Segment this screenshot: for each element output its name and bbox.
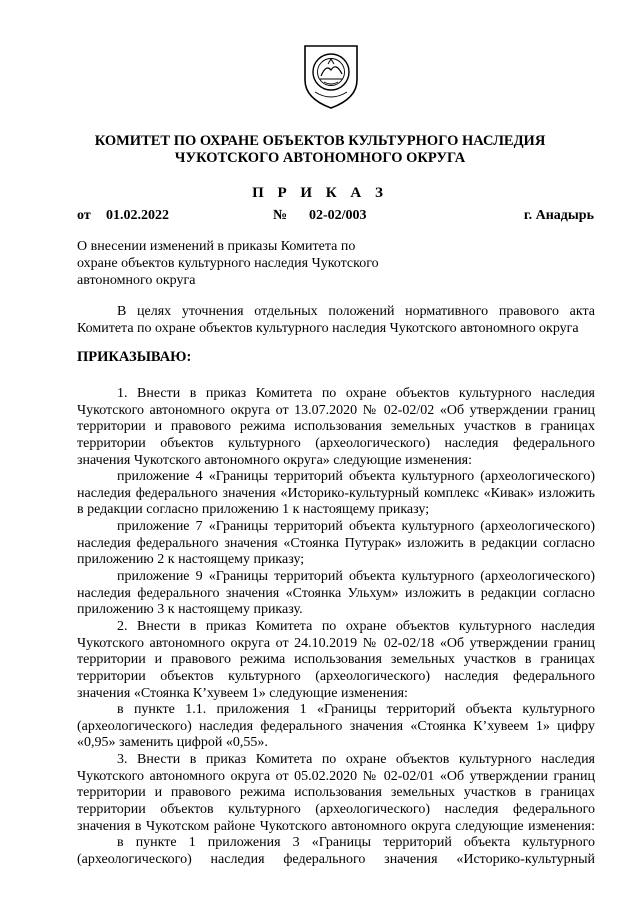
body-text-line: приложение 7 «Границы территорий объекта культурного (археологического) [117, 519, 595, 535]
body-text-line: в редакции согласно приложению 1 к настоящему приказу; [77, 502, 430, 518]
subject-line: О внесении изменений в приказы Комитета по [77, 239, 356, 254]
body-text-line: 1. Внести в приказ Комитета по охране объектов культурного наследия [117, 386, 595, 401]
body-text-line: территории объектов культурного (археологического) наследия федерального [77, 802, 595, 818]
body-text-line: «0,95» заменить цифрой «0,55». [77, 735, 268, 751]
body-text-line: территории и правового режима использования земельных участков в границах [77, 419, 595, 435]
body-text-line: (археологического) наследия федерального значения «Историко-культурный [77, 851, 595, 867]
body-text-line: приложению 3 к настоящему приказу. [77, 602, 303, 618]
body-text-line: значения «Стоянка К’хувеем 1» следующие изменения: [77, 685, 408, 701]
body-text-line: приложение 9 «Границы территорий объекта культурного (археологического) [117, 569, 595, 585]
document-city: г. Анадырь [523, 208, 594, 223]
organization-name-line-1: КОМИТЕТ ПО ОХРАНЕ ОБЪЕКТОВ КУЛЬТУРНОГО НАСЛЕДИЯ [94, 133, 546, 149]
body-text-line: значения Чукотского автономного округа» следующие изменения: [77, 452, 473, 468]
body-text-line: Чукотского автономного округа от 13.07.2020 № 02-02/02 «Об утверждении границ [77, 402, 595, 418]
body-text-line: территории и правового режима использования земельных участков в границах [77, 652, 595, 668]
body-text-line: (археологического) наследия федерального значения «Стоянка К’хувеем 1» цифру [77, 718, 595, 734]
body-text-line: приложению 2 к настоящему приказу; [77, 552, 305, 568]
order-heading: ПРИКАЗЫВАЮ: [77, 349, 192, 365]
coat-of-arms-emblem [302, 42, 360, 110]
body-text-line: в пункте 1 приложения 3 «Границы территорий объекта культурного [117, 835, 595, 851]
document-date: 01.02.2022 [106, 208, 169, 223]
body-text-line: наследия федерального значения «Стоянка Ульхум» изложить в редакции согласно [77, 585, 595, 601]
body-text-line: территории объектов культурного (археологического) наследия федерального [77, 668, 595, 684]
body-text-line: Чукотского автономного округа от 24.10.2019 № 02-02/18 «Об утверждении границ [77, 635, 595, 651]
body-text-line: значения в Чукотском районе Чукотского автономного округа следующие изменения: [77, 818, 595, 834]
body-text-line: в пункте 1.1. приложения 1 «Границы территорий объекта культурного [117, 702, 595, 718]
document-subject [77, 238, 383, 289]
subject-line: автономного округа [77, 273, 196, 288]
preamble-line: В целях уточнения отдельных положений нормативного правового акта [117, 304, 595, 319]
subject-line: охране объектов культурного наследия Чукотского [77, 256, 379, 271]
body-text-line: наследия федерального значения «Стоянка Путурак» изложить в редакции согласно [77, 535, 595, 551]
date-prefix: от [77, 208, 91, 223]
organization-name-line-2: ЧУКОТСКОГО АВТОНОМНОГО ОКРУГА [174, 150, 466, 166]
body-text-line: Чукотского автономного округа от 05.02.2020 № 02-02/01 «Об утверждении границ [77, 768, 595, 784]
preamble-paragraph [77, 303, 595, 337]
body-text-line: наследия федерального значения «Историко-культурный комплекс «Кивак» изложить [77, 485, 595, 501]
body-text-line: приложение 4 «Границы территорий объекта культурного (археологического) [117, 469, 595, 485]
body-text-line: территории объектов культурного (археологического) наследия федерального [77, 435, 595, 451]
body-text-line: 2. Внести в приказ Комитета по охране объектов культурного наследия [117, 618, 595, 634]
body-text-line: 3. Внести в приказ Комитета по охране объектов культурного наследия [117, 752, 595, 768]
order-body-text [77, 386, 595, 869]
number-sign: № [273, 208, 288, 223]
preamble-line: Комитета по охране объектов культурного наследия Чукотского автономного округа [77, 321, 579, 336]
document-type-title: П Р И К А З [252, 185, 388, 201]
body-text-line: территории и правового режима использования земельных участков в границах [77, 785, 595, 801]
document-number: 02-02/003 [309, 208, 367, 223]
